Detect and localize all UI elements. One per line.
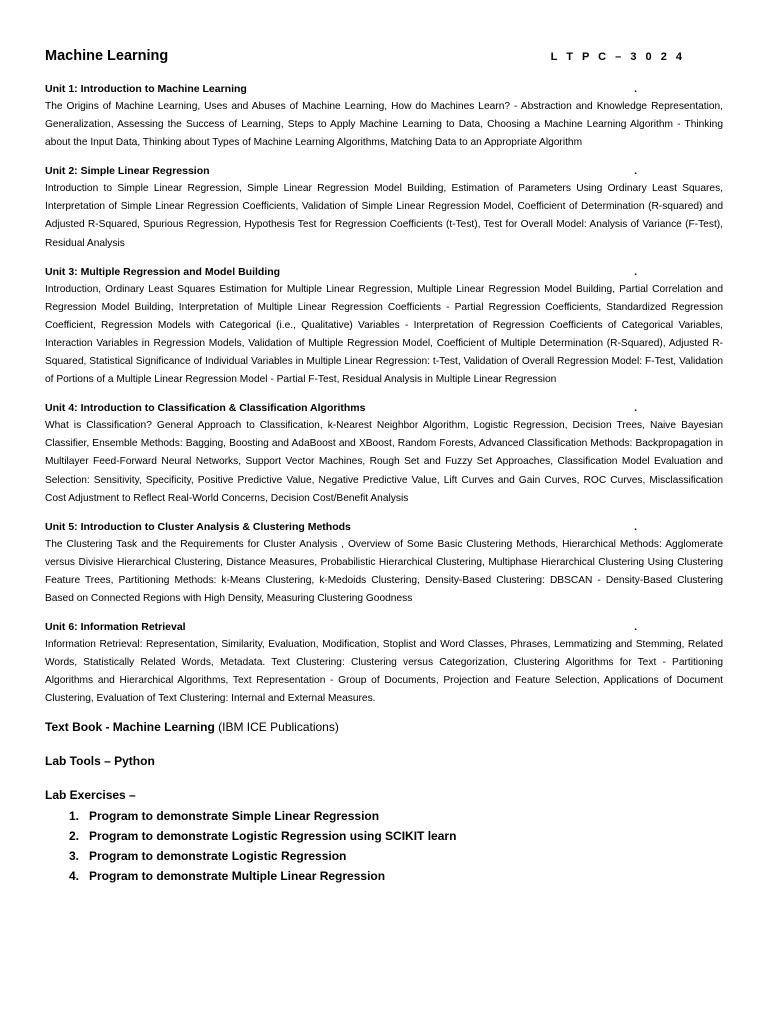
lab-tools: Lab Tools – Python <box>45 754 155 769</box>
list-item <box>45 846 723 866</box>
unit-3 <box>45 263 723 390</box>
unit-title: Unit 3: Multiple Regression and Model Building <box>45 265 281 278</box>
unit-5 <box>45 518 723 608</box>
textbook <box>45 718 723 736</box>
unit-4 <box>45 399 723 507</box>
unit-dot: . <box>634 621 637 634</box>
unit-title: Unit 4: Introduction to Classification & Classification Algorithms <box>45 402 366 415</box>
list-item-text: Program to demonstrate Multiple Linear Regression <box>89 869 386 884</box>
list-item-number: 3. <box>68 849 79 864</box>
textbook-label: Text Book - Machine Learning <box>45 720 215 735</box>
unit-heading <box>45 80 723 98</box>
unit-body: The Clustering Task and the Requirements for Cluster Analysis , Overview of Some Basic Clustering Methods, Hierarchical Methods: Agglomerate versus Divisive Hierarchical Clustering, Distance Measures, Probabilistic Hierarchical Clustering, Multiphase Hierarchical Clustering Using Clustering Feature Trees, Partitioning Methods: k-Means Clustering, k-Medoids Clustering, Density-Based Clustering: DBSCAN - Density-Based Clustering Based on Connected Regions with High Density, Measuring Clustering Goodness <box>45 538 723 604</box>
textbook-detail: (IBM ICE Publications) <box>214 720 339 735</box>
unit-body: Information Retrieval: Representation, Similarity, Evaluation, Modification, Stoplist and Word Classes, Phrases, Lemmatizing and Stemming, Related Words, Statistically Related Words, Metadata. Text Clustering: Clustering versus Categorization, Clustering Algorithms for Text - Partitioning Algorithms and Hierarchical Algorithms, Text Representation - Group of Documents, Projection and Feature Selection, Applications of Document Clustering, Evaluation of Text Clustering: Internal and External Measures. <box>45 639 723 705</box>
list-item-number: 4. <box>68 869 79 884</box>
unit-dot: . <box>634 165 637 178</box>
unit-body: What is Classification? General Approach to Classification, k-Nearest Neighbor Algorithm, Logistic Regression, Decision Trees, Naive Bayesian Classifier, Ensemble Methods: Bagging, Boosting and AdaBoost and XBoost, Random Forests, Advanced Classification Methods: Backpropagation in Multilayer Feed-Forward Neural Networks, Support Vector Machines, Rough Set and Fuzzy Set Approaches, Classification Model Evaluation and Selection: Sensitivity, Specificity, Positive Predictive Value, Negative Predictive Value, Lift Curves and Gain Curves, ROC Curves, Misclassification Cost Adjustment to Reflect Real-World Concerns, Decision Cost/Benefit Analysis <box>45 420 723 504</box>
unit-heading <box>45 162 723 180</box>
list-item-text: Program to demonstrate Logistic Regression <box>89 849 347 864</box>
list-item-text: Program to demonstrate Logistic Regression using SCIKIT learn <box>89 829 457 844</box>
unit-title: Unit 1: Introduction to Machine Learning <box>45 83 247 95</box>
lab-exercises-title: Lab Exercises – <box>45 788 136 803</box>
unit-heading <box>45 399 723 417</box>
unit-dot: . <box>634 83 637 95</box>
list-item <box>45 826 723 846</box>
syllabus-page <box>45 48 723 886</box>
unit-heading <box>45 618 723 636</box>
unit-body: The Origins of Machine Learning, Uses and Abuses of Machine Learning, How do Machines Learn? - Abstraction and Knowledge Representation, Generalization, Assessing the Success of Learning, Steps to Apply Machine Learning to Data, Choosing a Machine Learning Algorithm - Thinking about the Input Data, Thinking about Types of Machine Learning Algorithms, Matching Data to an Appropriate Algorithm <box>45 101 723 149</box>
unit-heading <box>45 263 723 281</box>
list-item-number: 2. <box>68 829 79 844</box>
unit-title: Unit 6: Information Retrieval <box>45 621 186 634</box>
unit-2 <box>45 162 723 252</box>
course-title: Machine Learning <box>45 48 169 64</box>
syllabus-header <box>45 48 723 64</box>
list-item-number: 1. <box>68 809 79 824</box>
list-item-text: Program to demonstrate Simple Linear Regression <box>89 809 380 824</box>
lab-exercises-list <box>45 806 723 886</box>
unit-6 <box>45 618 723 708</box>
unit-body: Introduction, Ordinary Least Squares Estimation for Multiple Linear Regression, Multiple Linear Regression Model Building, Partial Correlation and Regression Model Building, Interpretation of Multiple Linear Regression Coefficients - Partial Regression Coefficients, Standardized Regression Coefficient, Regression Models with Categorical (i.e., Qualitative) Variables - Interpretation of Regression Coefficients of Categorical Variables, Interaction Variables in Regression Models, Validation of Multiple Regression Model, Coefficient of Multiple Determination (R-Squared), Adjusted R-Squared, Statistical Significance of Individual Variables in Multiple Linear Regression: t-Test, Validation of Overall Regression Model: F-Test, Validation of Portions of a Multiple Linear Regression Model - Partial F-Test, Residual Analysis in Multiple Linear Regression <box>45 283 723 386</box>
unit-body: Introduction to Simple Linear Regression, Simple Linear Regression Model Building, Estimation of Parameters Using Ordinary Least Squares, Interpretation of Simple Linear Regression Coefficients, Validation of Simple Linear Regression Model, Coefficient of Determination (R-squared) and Adjusted R-Squared, Spurious Regression, Hypothesis Test for Regression Coefficients (t-Test), Test for Overall Model: Analysis of Variance (F-Test), Residual Analysis <box>45 183 723 249</box>
ltpc-credits: L T P C – 3 0 2 4 <box>550 51 685 63</box>
unit-dot: . <box>634 265 637 278</box>
list-item <box>45 806 723 826</box>
unit-title: Unit 2: Simple Linear Regression <box>45 165 210 178</box>
unit-dot: . <box>634 402 637 415</box>
unit-1 <box>45 80 723 152</box>
unit-heading <box>45 518 723 536</box>
unit-dot: . <box>634 520 637 533</box>
unit-title: Unit 5: Introduction to Cluster Analysis & Clustering Methods <box>45 520 351 533</box>
list-item <box>45 866 723 886</box>
